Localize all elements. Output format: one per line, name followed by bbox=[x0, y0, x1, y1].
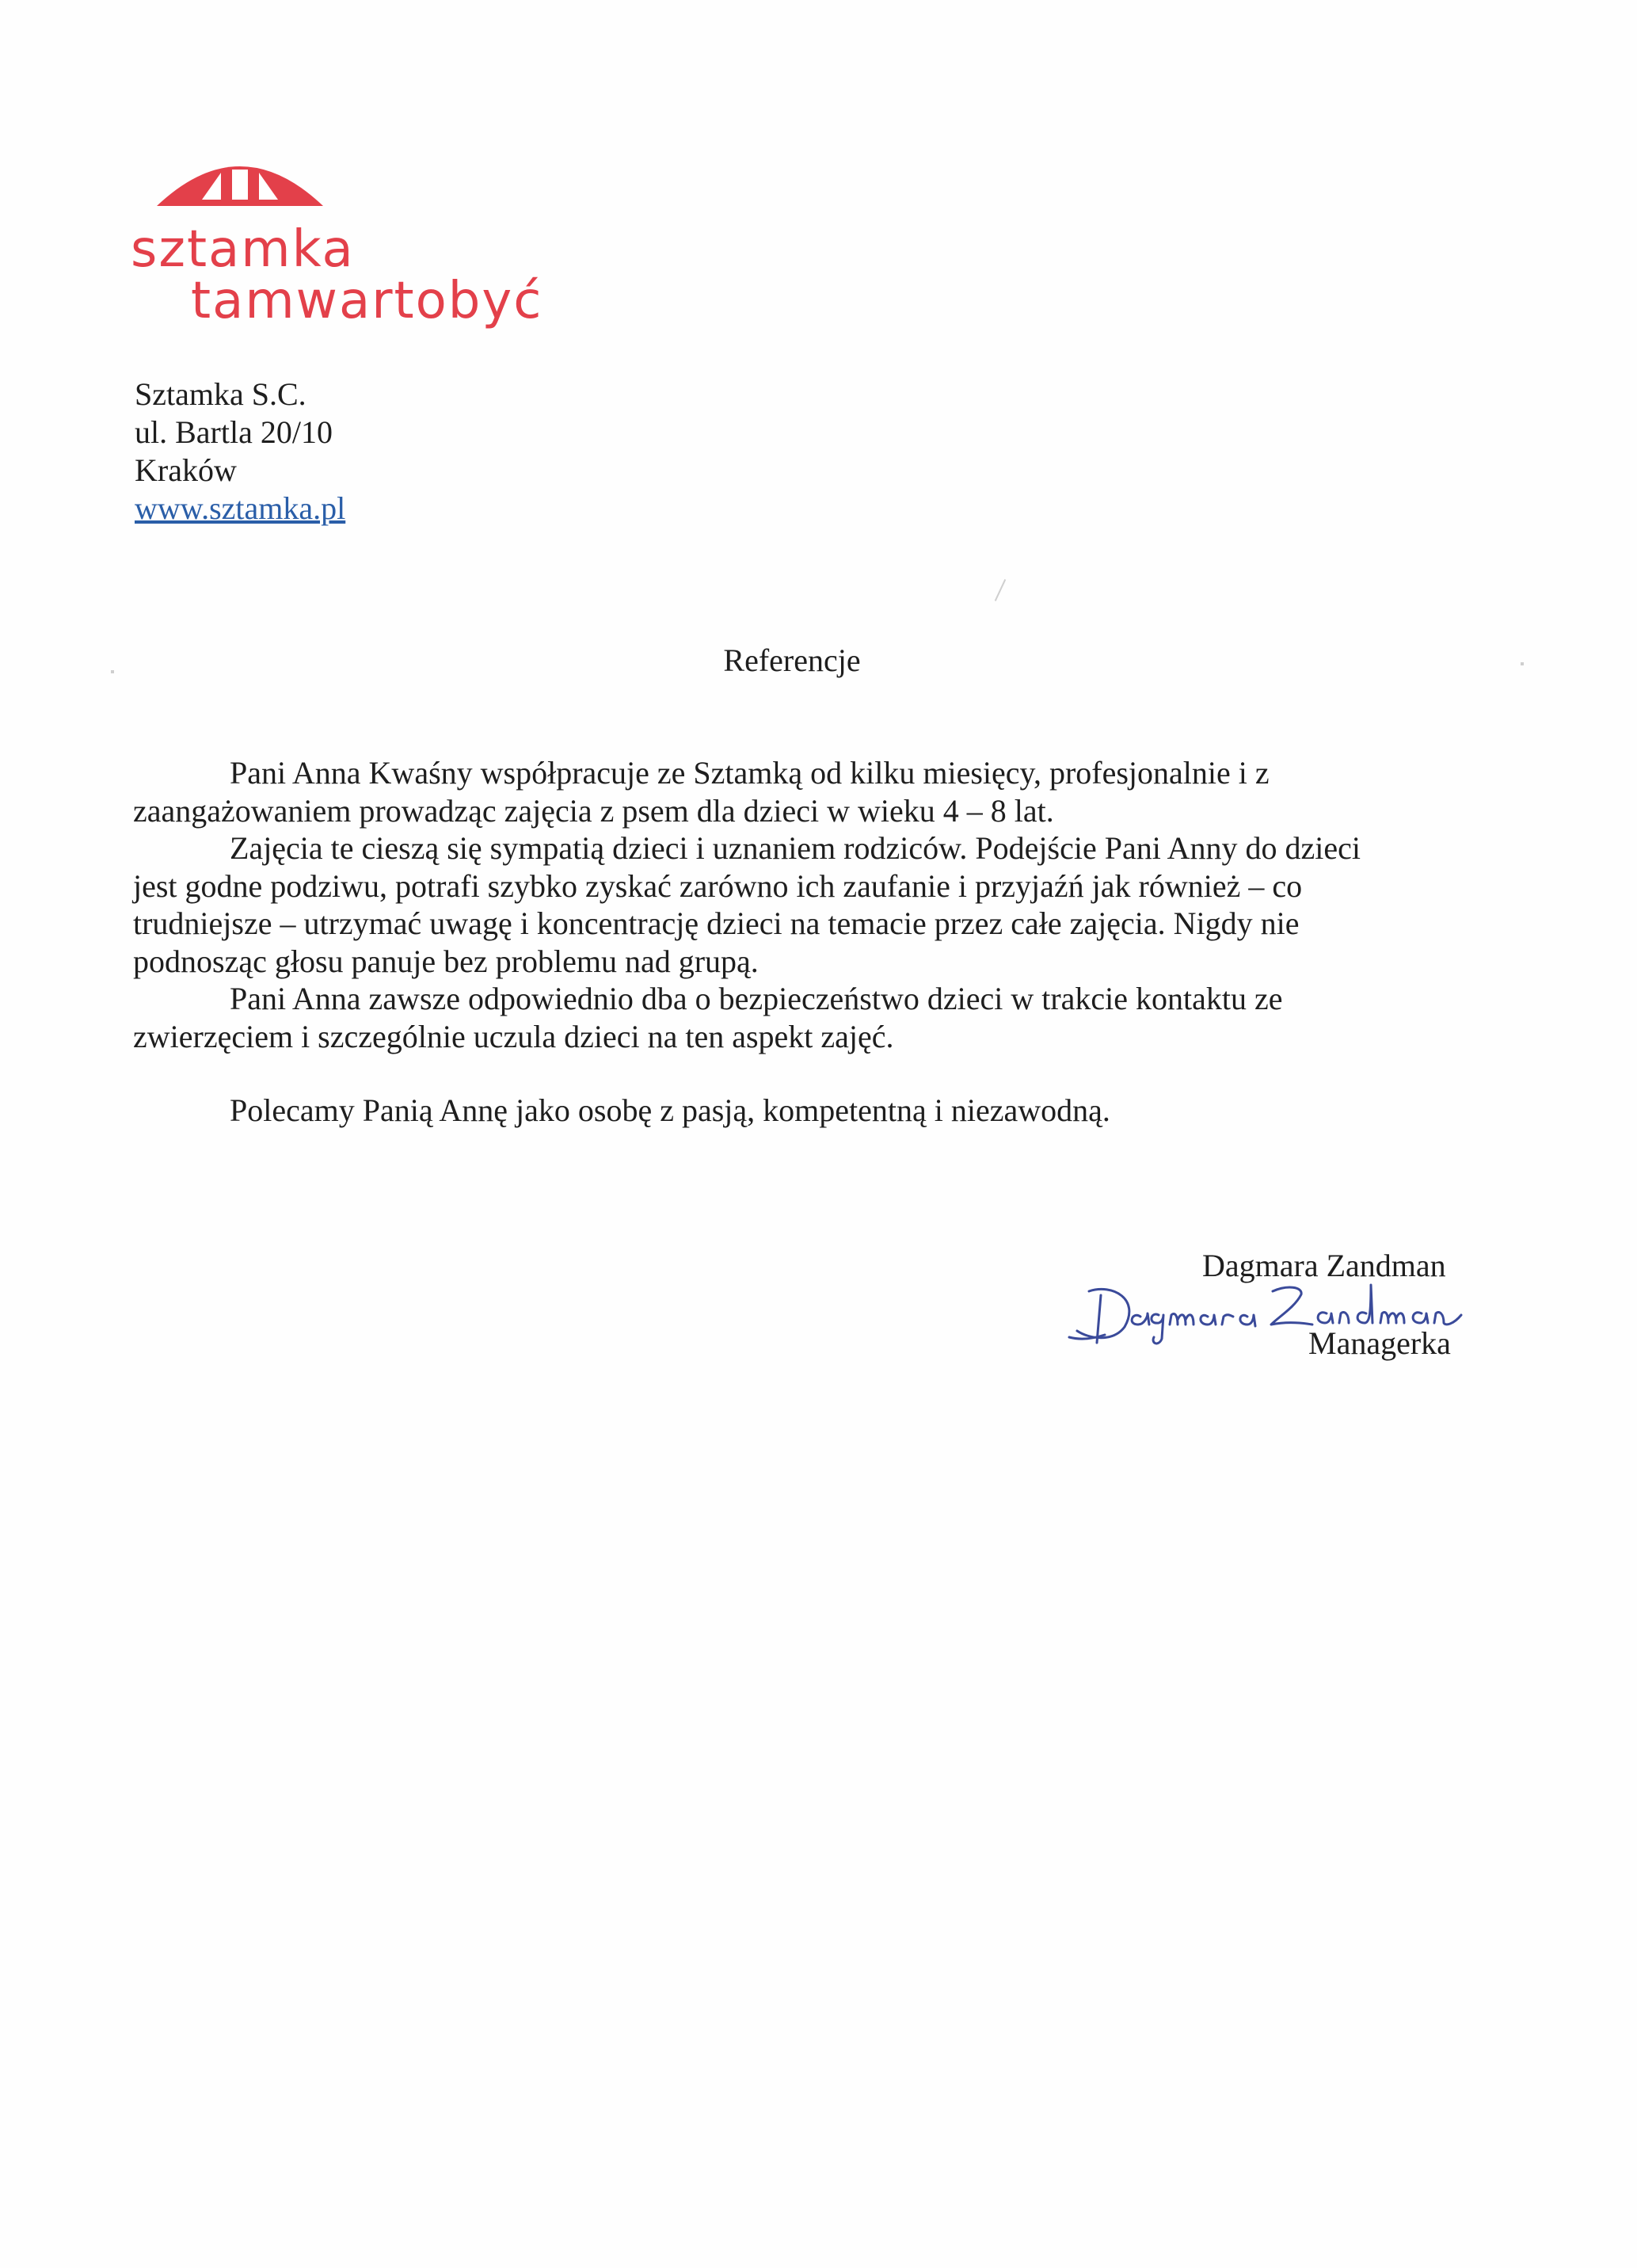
company-street: ul. Bartla 20/10 bbox=[135, 414, 333, 450]
paragraph-gap bbox=[133, 1055, 1432, 1092]
body-line: zwierzęciem i szczególnie uczula dzieci na ten aspekt zajęć. bbox=[133, 1018, 894, 1054]
company-website-link[interactable]: www.sztamka.pl bbox=[135, 490, 346, 526]
body-line: Zajęcia te cieszą się sympatią dzieci i uznaniem rodziców. Podejście Pani Anny do dzieci bbox=[230, 830, 1361, 866]
sztamka-logo bbox=[131, 141, 542, 347]
letter-heading: Referencje bbox=[723, 642, 861, 678]
body-line: Pani Anna zawsze odpowiednio dba o bezpieczeństwo dzieci w trakcie kontaktu ze bbox=[230, 981, 1283, 1016]
body-line: Pani Anna Kwaśny współpracuje ze Sztamką od kilku miesięcy, profesjonalnie i z bbox=[230, 755, 1270, 791]
company-city: Kraków bbox=[135, 452, 237, 488]
company-address bbox=[135, 375, 345, 528]
body-line: podnosząc głosu panuje bez problemu nad grupą. bbox=[133, 943, 759, 979]
signatory-name: Dagmara Zandman bbox=[1202, 1248, 1446, 1283]
scan-speck bbox=[111, 670, 114, 673]
body-line: jest godne podziwu, potrafi szybko zyskać zarówno ich zaufanie i przyjaźń jak również – co bbox=[133, 867, 1303, 904]
scan-speck bbox=[1521, 662, 1524, 665]
body-line: zaangażowaniem prowadząc zajęcia z psem dla dzieci w wieku 4 – 8 lat. bbox=[133, 792, 1054, 829]
logo-text-tagline: tamwartobyć bbox=[191, 272, 543, 330]
logo-text-sztamka: sztamka bbox=[131, 220, 355, 279]
body-line: Polecamy Panią Annę jako osobę z pasją, kompetentną i niezawodną. bbox=[230, 1092, 1110, 1128]
company-name: Sztamka S.C. bbox=[135, 376, 306, 412]
letter-body bbox=[133, 754, 1432, 1130]
signatory-title: Managerka bbox=[1308, 1325, 1451, 1361]
scan-speck bbox=[995, 579, 1006, 601]
body-line: trudniejsze – utrzymać uwagę i koncentrację dzieci na temacie przez całe zajęcia. Nigdy nie bbox=[133, 905, 1300, 941]
logo-arch-icon bbox=[153, 141, 327, 220]
